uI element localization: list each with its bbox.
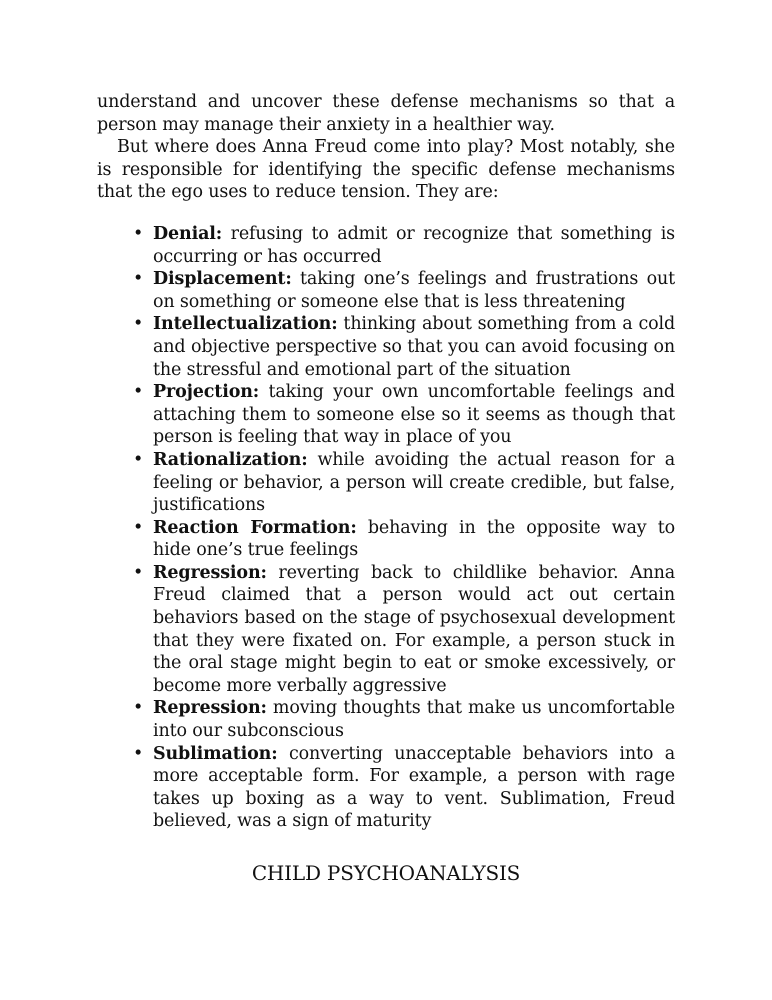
list-item-regression [133, 562, 675, 698]
term-label: Denial: [153, 223, 223, 244]
list-item-denial [133, 223, 675, 268]
term-label: Repression: [153, 698, 267, 719]
term-definition: taking your own uncomfortable feelings and attaching them to someone else so it seems as though that person is feeling that way in place of you [153, 382, 675, 448]
term-label: Projection: [153, 382, 260, 403]
term-label: Rationalization: [153, 449, 308, 470]
bullet-icon: • [133, 382, 144, 403]
bullet-icon: • [133, 269, 144, 290]
term-label: Intellectualization: [153, 314, 338, 335]
term-definition: refusing to admit or recognize that something is occurring or has occurred [153, 223, 675, 267]
term-definition: converting unacceptable behaviors into a more acceptable form. For example, a person with rage takes up boxing as a way to vent. Sublimation, Freud believed, was a sign of maturity [153, 743, 675, 832]
term-definition: reverting back to childlike behavior. Anna Freud claimed that a person would act out certain behaviors based on the stage of psychosexual development that they were fixated on. For example, a person stuck in the oral stage might begin to eat or smoke excessively, or become more verbally aggressive [153, 562, 675, 696]
list-item-repression [133, 697, 675, 742]
bullet-icon: • [133, 743, 144, 764]
term-label: Regression: [153, 562, 267, 583]
intro-paragraph-continued: understand and uncover these defense mechanisms so that a person may manage their anxiety in a healthier way. [97, 92, 675, 135]
list-item-reaction-formation [133, 517, 675, 562]
term-definition: taking one’s feelings and frustrations out on something or someone else that is less threatening [153, 269, 675, 312]
bullet-icon: • [133, 698, 144, 719]
section-heading: CHILD PSYCHOANALYSIS [251, 861, 521, 885]
list-item-intellectualization [133, 313, 675, 381]
list-item-sublimation [133, 743, 675, 833]
bullet-icon: • [133, 449, 144, 470]
document-page [97, 91, 675, 886]
bullet-icon: • [133, 517, 144, 538]
list-item-rationalization [133, 449, 675, 517]
term-label: Sublimation: [153, 743, 278, 764]
defense-mechanisms-list [97, 223, 675, 833]
intro-paragraph-anna-freud: But where does Anna Freud come into play? Most notably, she is responsible for identifying the specific defense mechanisms that the ego uses to reduce tension. They are: [97, 137, 675, 203]
bullet-icon: • [133, 223, 144, 244]
list-item-projection [133, 381, 675, 449]
term-definition: behaving in the opposite way to hide one’s true feelings [153, 517, 675, 561]
bullet-icon: • [133, 314, 144, 335]
term-label: Displacement: [153, 269, 292, 290]
bullet-icon: • [133, 562, 144, 583]
term-definition: moving thoughts that make us uncomfortable into our subconscious [153, 698, 675, 742]
term-definition: while avoiding the actual reason for a feeling or behavior, a person will create credible, but false, justifications [153, 449, 675, 516]
term-definition: thinking about something from a cold and objective perspective so that you can avoid focusing on the stressful and emotional part of the situation [153, 314, 675, 380]
list-item-displacement [133, 268, 675, 313]
term-label: Reaction Formation: [153, 517, 357, 538]
